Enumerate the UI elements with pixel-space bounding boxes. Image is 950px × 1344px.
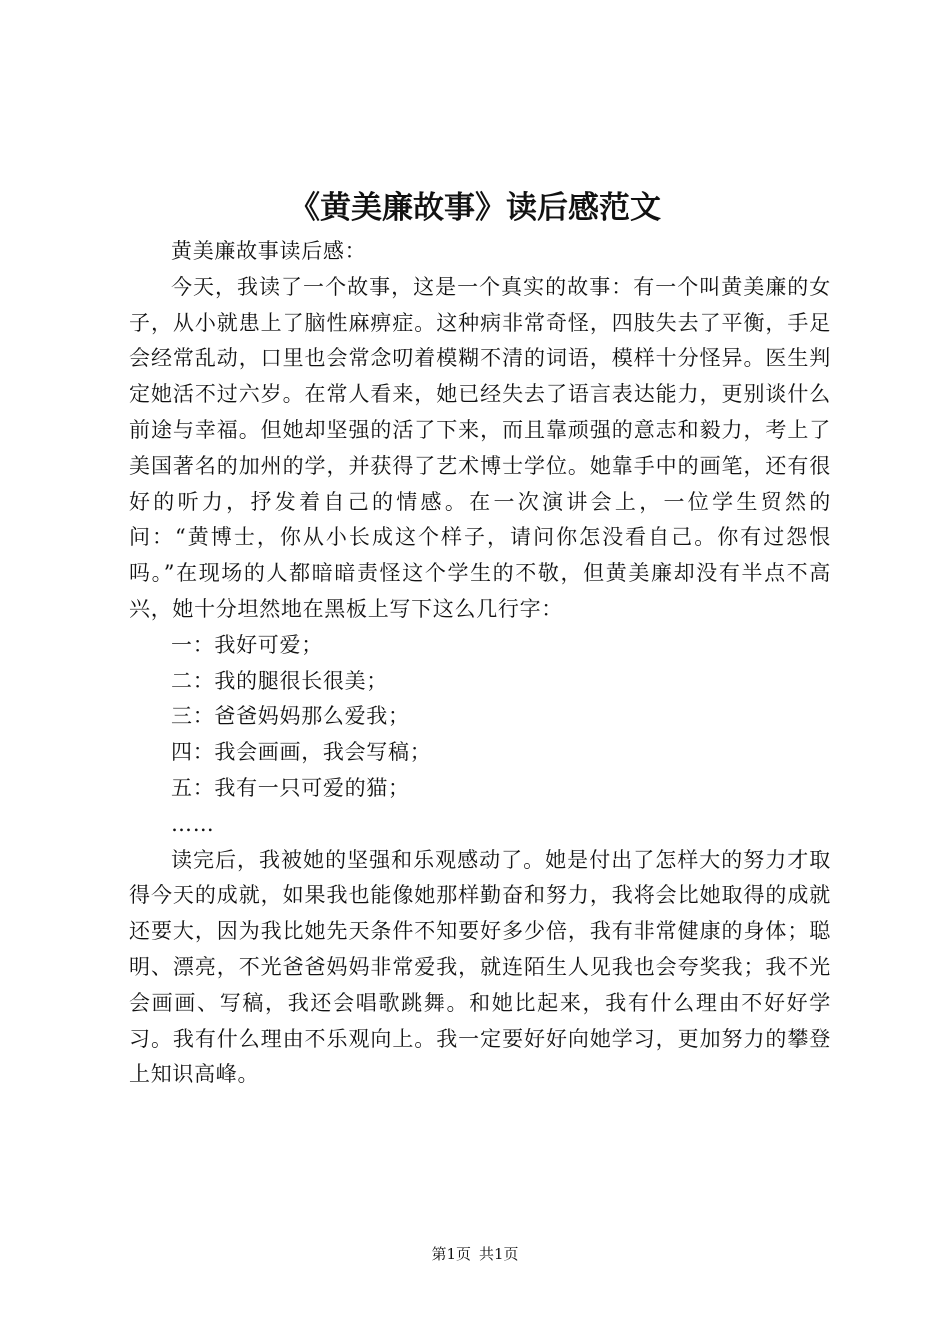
list-item: 四：我会画画，我会写稿；: [171, 740, 432, 765]
list-item: 二：我的腿很长很美；: [171, 668, 388, 693]
paragraph-reflection: 读完后，我被她的坚强和乐观感动了。她是付出了怎样大的努力才取得今天的成就，如果我也能像她那样勤奋和努力，我将会比她取得的成就还要大，因为我比她先天条件不知要好多少倍，我有非常健康的身体；聪明、漂亮，不光爸爸妈妈非常爱我，就连陌生人见我也会夸奖我；我不光会画画、写稿，我还会唱歌跳舞。和她比起来，我有什么理由不好好学习。我有什么理由不乐观向上。我一定要好好向她学习，更加努力的攀登上知识高峰。: [129, 847, 831, 1087]
list-item: 一：我好可爱；: [171, 632, 323, 657]
document-body: [129, 234, 831, 1093]
page-number: 第1页: [431, 1245, 471, 1263]
page-total: 共1页: [479, 1245, 519, 1263]
paragraph-story: 今天，我读了一个故事，这是一个真实的故事：有一个叫黄美廉的女子，从小就患上了脑性麻痹症。这种病非常奇怪，四肢失去了平衡，手足会经常乱动，口里也会常念叨着模糊不清的词语，模样十分怪异。医生判定她活不过六岁。在常人看来，她已经失去了语言表达能力，更别谈什么前途与幸福。但她却坚强的活了下来，而且靠顽强的意志和毅力，考上了美国著名的加州的学，并获得了艺术博士学位。她靠手中的画笔，还有很好的听力，抒发着自己的情感。在一次演讲会上，一位学生贸然的问：“黄博士，你从小长成这个样子，请问你怎没看自己。你有过怨恨吗。”在现场的人都暗暗责怪这个学生的不敬，但黄美廉却没有半点不高兴，她十分坦然地在黑板上写下这么几行字：: [129, 274, 831, 621]
list-item: 五：我有一只可爱的猫；: [171, 775, 410, 800]
list-ellipsis: ……: [171, 811, 215, 836]
document-title: 《黄美廉故事》读后感范文: [289, 190, 661, 226]
list-item: 三：爸爸妈妈那么爱我；: [171, 704, 410, 729]
subtitle-line: 黄美廉故事读后感：: [171, 239, 367, 263]
page-footer: [0, 1243, 950, 1265]
